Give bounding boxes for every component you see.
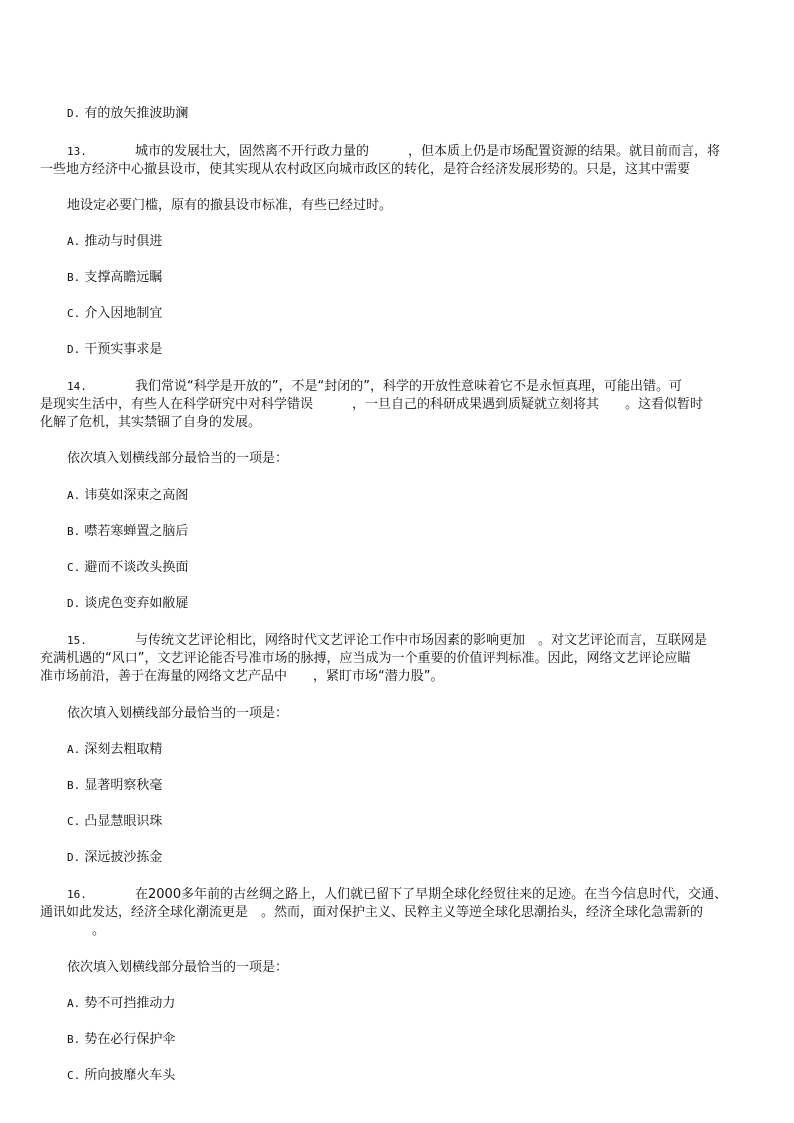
- option-label: B.: [67, 1033, 81, 1046]
- q15-option-b: [67, 778, 162, 794]
- q13-line-1: [67, 144, 720, 160]
- option-text: 深刻去粗取精: [84, 742, 163, 757]
- option-text: 噤若寒蝉置之脑后: [84, 524, 189, 539]
- option-text: 深远披沙拣金: [84, 850, 163, 865]
- question-text: 在2000多年前的古丝绸之路上，人们就已留下了早期全球化经贸往来的足迹。在当今信息时代，交通、: [135, 887, 728, 902]
- q16-prompt: 依次填入划横线部分最恰当的一项是：: [67, 960, 289, 975]
- q14-line-2: 是现实生活中，有些人在科学研究中对科学错误 ，一旦自己的科研成果遇到质疑就立刻将其 。这看似暂时: [40, 397, 704, 412]
- q15-option-d: [67, 850, 162, 866]
- option-text: 所向披靡火车头: [84, 1068, 176, 1083]
- option-label: C.: [67, 1069, 81, 1082]
- q15-option-c: [67, 814, 162, 830]
- q14-line-1: [67, 379, 682, 395]
- option-text: 支撑高瞻远瞩: [84, 270, 163, 285]
- q16-option-a: [67, 996, 175, 1012]
- option-text: 势不可挡推动力: [84, 996, 176, 1011]
- option-text: 干预实事求是: [84, 342, 163, 357]
- q14-option-c: [67, 560, 188, 576]
- option-text: 显著明察秋毫: [84, 778, 163, 793]
- option-text: 有的放矢推波助澜: [84, 106, 189, 121]
- q12-option-d: [67, 106, 188, 122]
- option-text: 介入因地制宜: [84, 306, 163, 321]
- option-label: D.: [67, 597, 81, 610]
- option-label: A.: [67, 235, 81, 248]
- q15-prompt: 依次填入划横线部分最恰当的一项是：: [67, 706, 289, 721]
- option-label: B.: [67, 271, 81, 284]
- option-label: C.: [67, 561, 81, 574]
- q13-option-c: [67, 306, 162, 322]
- question-number: 15.: [67, 634, 87, 647]
- option-label: C.: [67, 307, 81, 320]
- option-label: A.: [67, 489, 81, 502]
- option-label: C.: [67, 815, 81, 828]
- question-number: 13.: [67, 145, 87, 158]
- q14-option-b: [67, 524, 188, 540]
- q13-option-b: [67, 270, 162, 286]
- option-text: 凸显慧眼识珠: [84, 814, 163, 829]
- q15-option-a: [67, 742, 162, 758]
- option-label: A.: [67, 997, 81, 1010]
- q16-line-1: [67, 887, 727, 903]
- q14-option-d: [67, 596, 188, 612]
- q15-line-2: 充满机遇的“风口”，文艺评论能否号准市场的脉搏，应当成为一个重要的价值评判标准。因此，网络文艺评论应瞄: [40, 651, 691, 666]
- option-label: D.: [67, 343, 81, 356]
- option-text: 讳莫如深束之高阁: [84, 488, 189, 503]
- question-number: 14.: [67, 380, 87, 393]
- option-label: D.: [67, 851, 81, 864]
- option-label: B.: [67, 525, 81, 538]
- q15-line-3: 准市场前沿，善于在海量的网络文艺产品中 ，紧盯市场“潜力股”。: [40, 669, 444, 684]
- q13-option-d: [67, 342, 162, 358]
- option-label: A.: [67, 743, 81, 756]
- q13-line-2: 一些地方经济中心撤县设市，使其实现从农村政区向城市政区的转化，是符合经济发展形势的。只是，这其中需要: [40, 162, 691, 177]
- q13-line-3: 地设定必要门槛，原有的撤县设市标准，有些已经过时。: [67, 198, 393, 213]
- option-text: 推动与时俱进: [84, 234, 163, 249]
- q13-option-a: [67, 234, 162, 250]
- option-label: D.: [67, 107, 81, 120]
- q14-prompt: 依次填入划横线部分最恰当的一项是：: [67, 451, 289, 466]
- option-text: 避而不谈改头换面: [84, 560, 189, 575]
- option-text: 谈虎色变弃如敝屣: [84, 596, 189, 611]
- q15-line-1: [67, 633, 707, 649]
- q16-option-c: [67, 1068, 175, 1084]
- q16-line-3: 。: [40, 923, 106, 938]
- q14-line-3: 化解了危机，其实禁锢了自身的发展。: [40, 415, 262, 430]
- question-number: 16.: [67, 888, 87, 901]
- option-text: 势在必行保护伞: [84, 1032, 176, 1047]
- question-text: 我们常说“科学是开放的”，不是“封闭的”，科学的开放性意味着它不是永恒真理，可能出错。可: [135, 379, 682, 394]
- q14-option-a: [67, 488, 188, 504]
- question-text: 与传统文艺评论相比，网络时代文艺评论工作中市场因素的影响更加 。对文艺评论而言，互联网是: [135, 633, 708, 648]
- q16-line-2: 通讯如此发达，经济全球化潮流更是 。然而，面对保护主义、民粹主义等逆全球化思潮抬头，经济全球化急需新的: [40, 905, 704, 920]
- question-text: 城市的发展壮大，固然离不开行政力量的 ，但本质上仍是市场配置资源的结果。就目前而言，将: [135, 144, 721, 159]
- q16-option-b: [67, 1032, 175, 1048]
- option-label: B.: [67, 779, 81, 792]
